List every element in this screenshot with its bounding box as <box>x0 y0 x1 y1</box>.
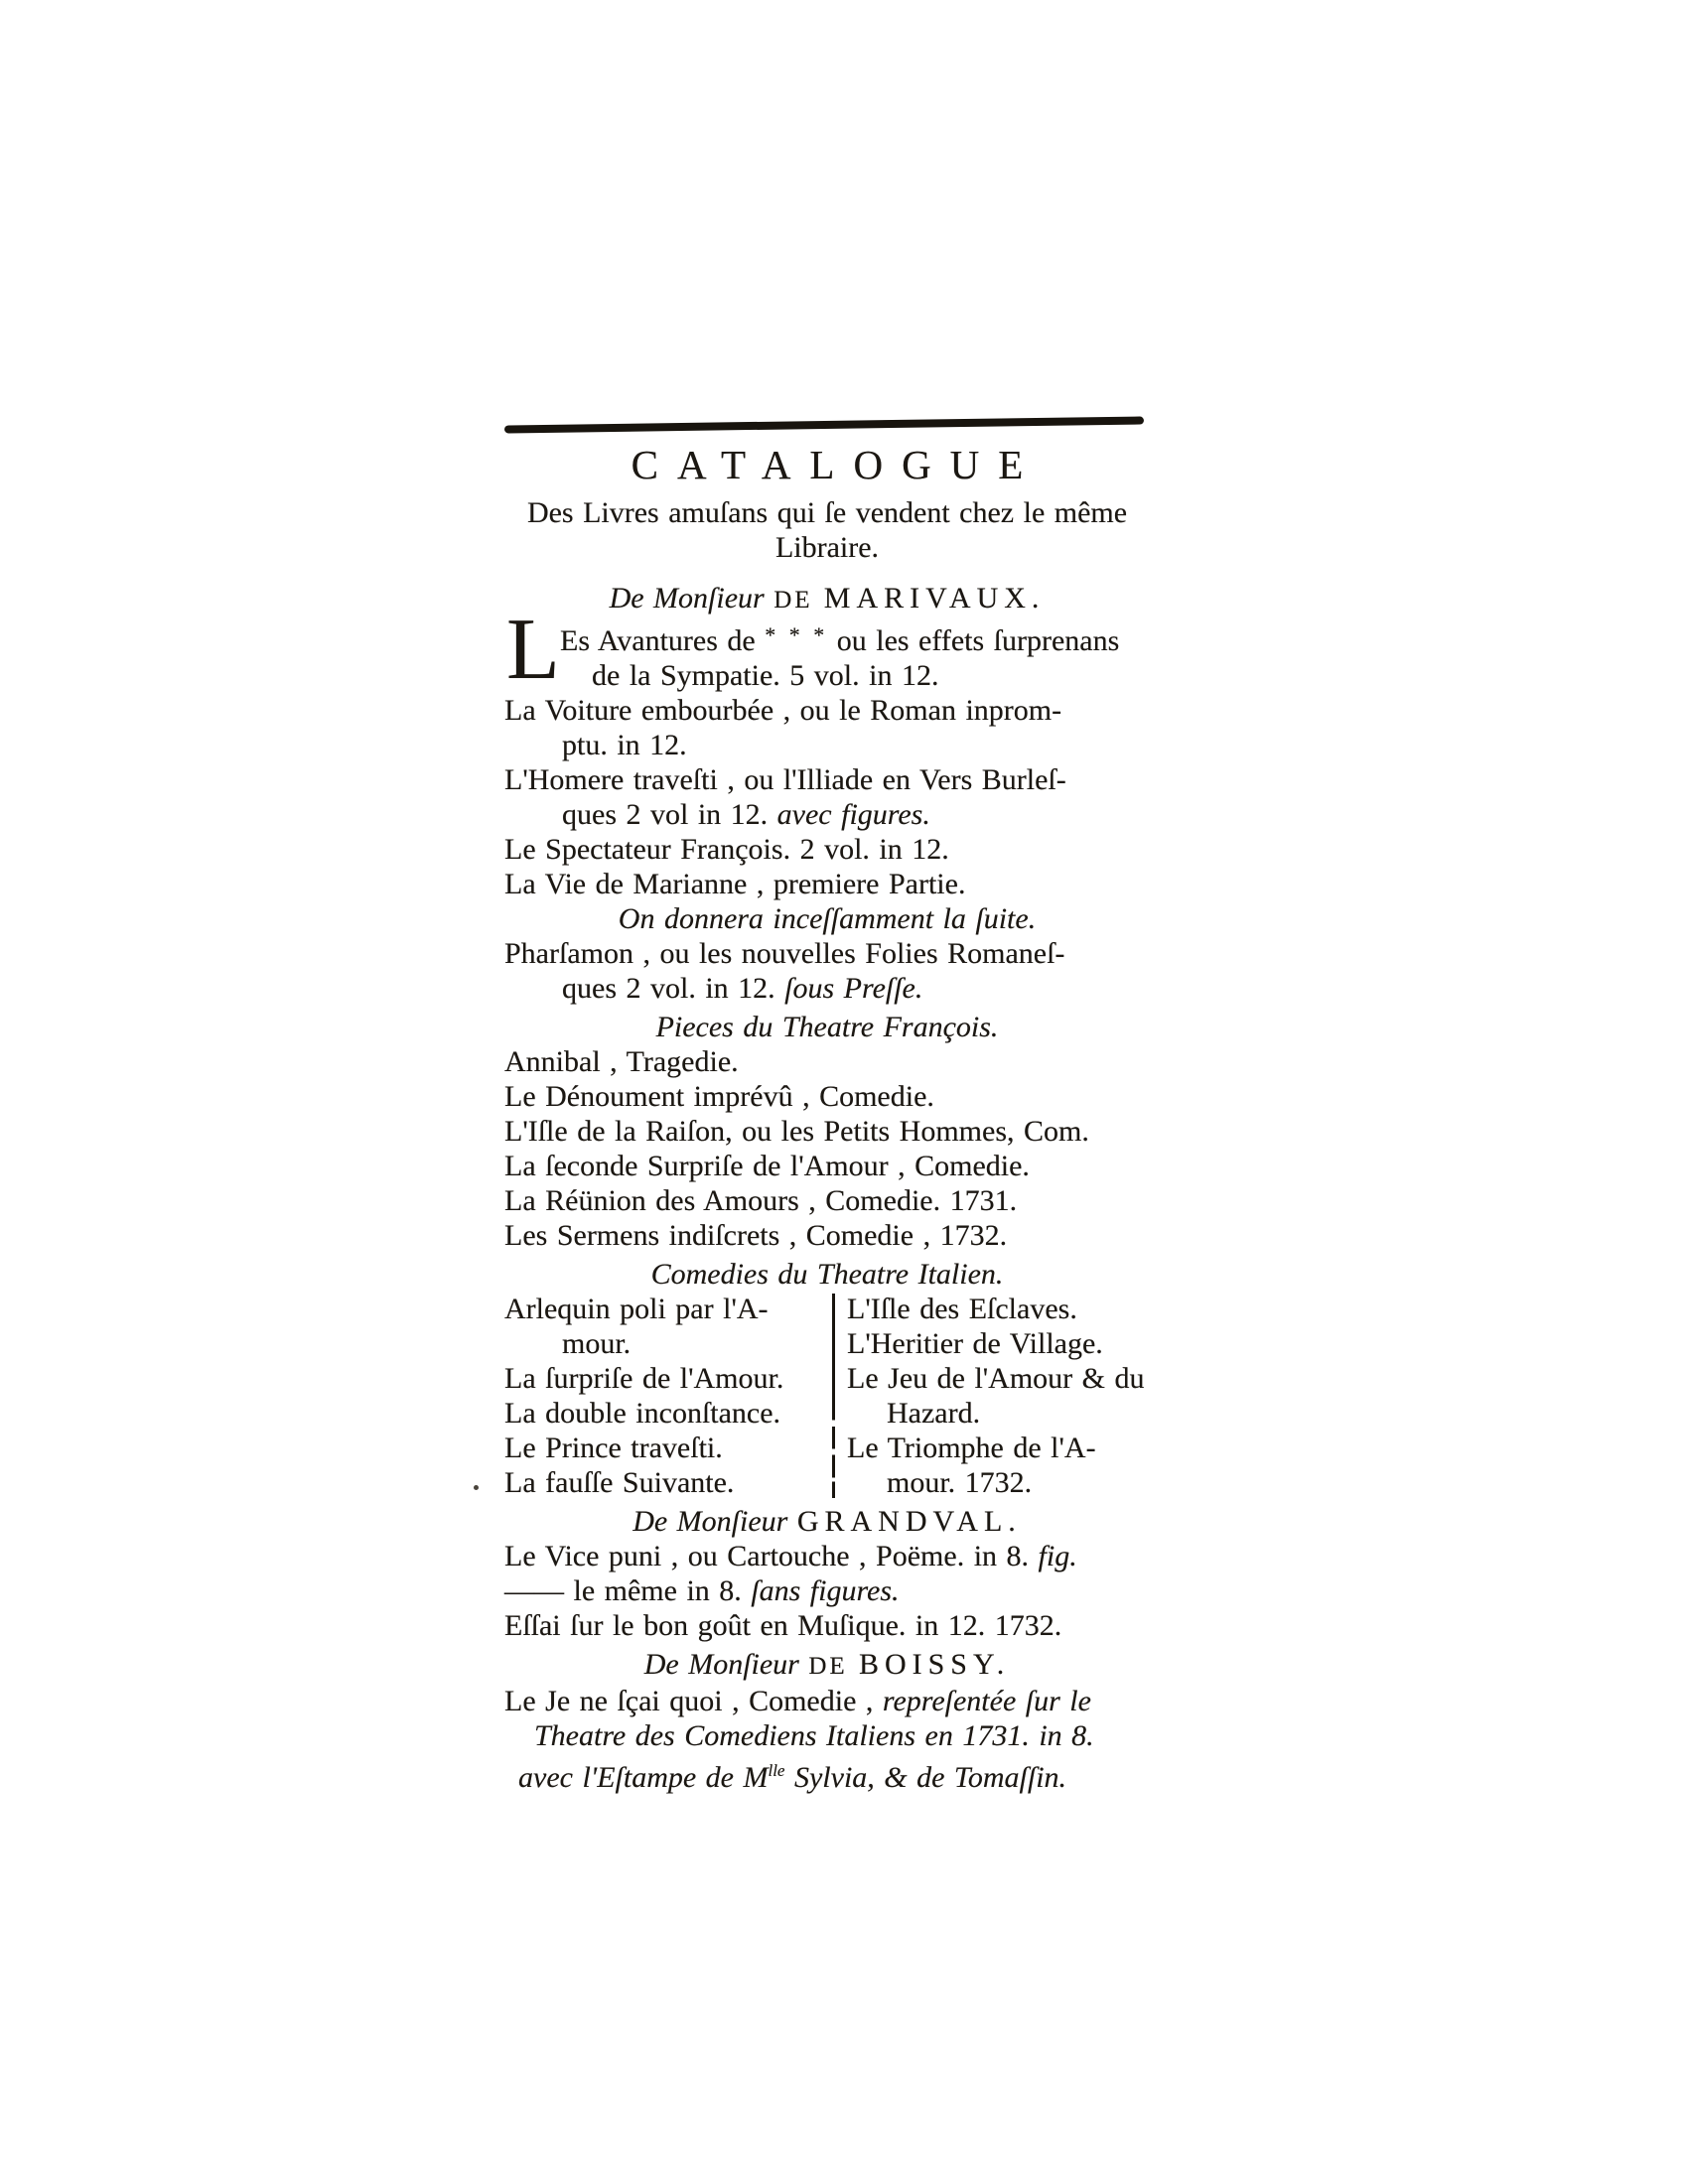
entry-heritier-village <box>847 1326 1145 1361</box>
text-segment: ptu. in 12. <box>562 729 687 761</box>
italic-text: Theatre des Comediens Italiens en 1731. in 8. <box>534 1719 1094 1752</box>
column-left <box>504 1292 832 1500</box>
page-title <box>504 439 1150 495</box>
entry-marianne <box>504 867 1150 901</box>
italic-text: De Monſieur <box>643 1648 809 1681</box>
entry-pharsamon-line1 <box>504 936 1150 971</box>
text-segment: Eſſai ſur le bon goût en Muſique. in 12. 1732. <box>504 1609 1062 1642</box>
text-segment: DE <box>774 587 824 614</box>
text-segment: La ſeconde Surpriſe de l'Amour , Comedie. <box>504 1150 1030 1182</box>
entry-avantures-line2 <box>504 658 1150 693</box>
text-segment: ques 2 vol in 12. <box>562 798 777 831</box>
text-segment: La fauſſe Suivante. <box>504 1466 735 1499</box>
entry-je-ne-scai-line3 <box>504 1753 1150 1795</box>
text-segment: Le Triomphe de l'A- <box>847 1432 1096 1464</box>
entry-double-inconstance <box>504 1396 832 1431</box>
italic-text: fig. <box>1038 1540 1077 1572</box>
entry-homere-line1 <box>504 762 1150 797</box>
italic-text: Pieces du Theatre François. <box>655 1011 999 1043</box>
subtitle-line: Libraire. <box>774 531 880 564</box>
text-segment: Le Prince traveſti. <box>504 1432 723 1464</box>
entry-je-ne-scai-line2 <box>504 1718 1150 1753</box>
entry-prince-travesti <box>504 1431 832 1465</box>
entry-reunion <box>504 1183 1150 1218</box>
text-segment: Hazard. <box>887 1397 981 1430</box>
italic-text: De Monſieur <box>633 1505 797 1538</box>
text-segment: Le Spectateur François. 2 vol. in 12. <box>504 833 949 866</box>
entry-annibal <box>504 1044 1150 1079</box>
text-segment: Arlequin poli par l'A- <box>504 1293 769 1325</box>
text-segment: La Voiture embourbée , ou le Roman inprom- <box>504 694 1062 727</box>
entry-homere-line2 <box>504 797 1150 832</box>
section-heading-grandval <box>504 1504 1150 1539</box>
column-divider-rule <box>832 1294 835 1498</box>
italic-text: repreſentée ſur le <box>882 1685 1091 1717</box>
text-segment: L'Heritier de Village. <box>847 1327 1103 1360</box>
text-segment: Es Avantures de <box>560 624 766 657</box>
italic-text: Comedies du Theatre Italien. <box>650 1258 1004 1291</box>
text-segment: de la Sympatie. 5 vol. in 12. <box>592 659 939 692</box>
text-segment: Les Sermens indiſcrets , Comedie , 1732. <box>504 1219 1008 1252</box>
entry-pharsamon-line2 <box>504 971 1150 1006</box>
top-rule <box>504 417 1144 434</box>
entry-voiture-line2 <box>504 728 1150 762</box>
entry-spectateur <box>504 832 1150 867</box>
text-segment: La Vie de Marianne , premiere Partie. <box>504 868 966 900</box>
catalogue-text-block <box>504 415 1150 1795</box>
entry-seconde-surprise <box>504 1149 1150 1183</box>
text-segment: La Réünion des Amours , Comedie. 1731. <box>504 1184 1018 1217</box>
text-segment: —— le même in 8. <box>504 1574 752 1607</box>
italic-text: De Monſieur <box>609 582 774 614</box>
entry-je-ne-scai-line1 <box>504 1684 1150 1718</box>
ink-speck <box>474 1485 479 1490</box>
text-segment: La ſurpriſe de l'Amour. <box>504 1362 784 1395</box>
catalogue-entries <box>504 581 1150 1795</box>
entry-voiture-line1 <box>504 693 1150 728</box>
subtitle-line: Des Livres amuſans qui ſe vendent chez le même <box>526 496 1128 529</box>
entry-essai-musique <box>504 1608 1150 1643</box>
text-segment: L'Homere traveſti , ou l'Illiade en Vers Burleſ- <box>504 763 1066 796</box>
entry-arlequin-line1 <box>504 1292 832 1326</box>
entry-isle-esclaves <box>847 1292 1145 1326</box>
entry-triomphe-line2 <box>847 1465 1145 1500</box>
entry-surprise-amour <box>504 1361 832 1396</box>
two-column-list <box>504 1292 1150 1500</box>
page-title-text: CATALOGUE <box>631 442 1043 487</box>
text-segment: Pharſamon , ou les nouvelles Folies Romaneſ- <box>504 937 1065 970</box>
italic-text: avec l'Eſtampe de M <box>518 1761 769 1794</box>
entry-jeu-amour-line2 <box>847 1396 1145 1431</box>
entry-denoument <box>504 1079 1150 1114</box>
section-heading-marivaux <box>504 581 1150 617</box>
entry-isle-raison <box>504 1114 1150 1149</box>
italic-text: avec figures. <box>776 798 930 831</box>
italic-text: On donnera inceſſamment la ſuite. <box>618 902 1037 935</box>
entry-vice-puni-variant <box>504 1573 1150 1608</box>
text-segment: Le Dénoument imprévû , Comedie. <box>504 1080 934 1113</box>
text-segment: L'Iſle de la Raiſon, ou les Petits Hommes, Com. <box>504 1115 1089 1148</box>
entry-sermens <box>504 1218 1150 1253</box>
entry-vice-puni <box>504 1539 1150 1573</box>
entry-arlequin-line2 <box>504 1326 832 1361</box>
italic-text: ſans figures. <box>751 1574 900 1607</box>
text-segment: MARIVAUX. <box>823 582 1046 614</box>
text-segment: lle <box>768 1761 785 1780</box>
text-segment: DE <box>808 1653 859 1680</box>
text-segment: Le Jeu de l'Amour & du <box>847 1362 1145 1395</box>
text-segment: mour. <box>562 1327 632 1360</box>
section-heading-boissy <box>504 1647 1150 1684</box>
text-segment: * * * <box>765 622 828 647</box>
note-suite <box>504 901 1150 936</box>
text-segment: Le Vice puni , ou Cartouche , Poëme. in 8. <box>504 1540 1039 1572</box>
subsection-theatre-italien <box>504 1257 1150 1292</box>
text-segment: ou les effets ſurprenans <box>827 624 1120 657</box>
text-segment: mour. 1732. <box>887 1466 1033 1499</box>
italic-text: ſous Preſſe. <box>784 972 923 1005</box>
text-segment: BOISSY. <box>858 1648 1011 1681</box>
text-segment: La double inconſtance. <box>504 1397 781 1430</box>
drop-cap-initial: L <box>506 602 560 698</box>
entry-jeu-amour-line1 <box>847 1361 1145 1396</box>
text-segment: Le Je ne ſçai quoi , Comedie , <box>504 1685 883 1717</box>
entry-fausse-suivante <box>504 1465 832 1500</box>
entry-triomphe-line1 <box>847 1431 1145 1465</box>
column-right <box>847 1292 1145 1500</box>
text-segment: L'Iſle des Eſclaves. <box>847 1293 1077 1325</box>
text-segment: ques 2 vol. in 12. <box>562 972 785 1005</box>
text-segment: Annibal , Tragedie. <box>504 1045 739 1078</box>
italic-text: Sylvia, & de Tomaſſin. <box>784 1761 1067 1794</box>
subsection-theatre-francois <box>504 1010 1150 1044</box>
text-segment: GRANDVAL. <box>796 1505 1022 1538</box>
